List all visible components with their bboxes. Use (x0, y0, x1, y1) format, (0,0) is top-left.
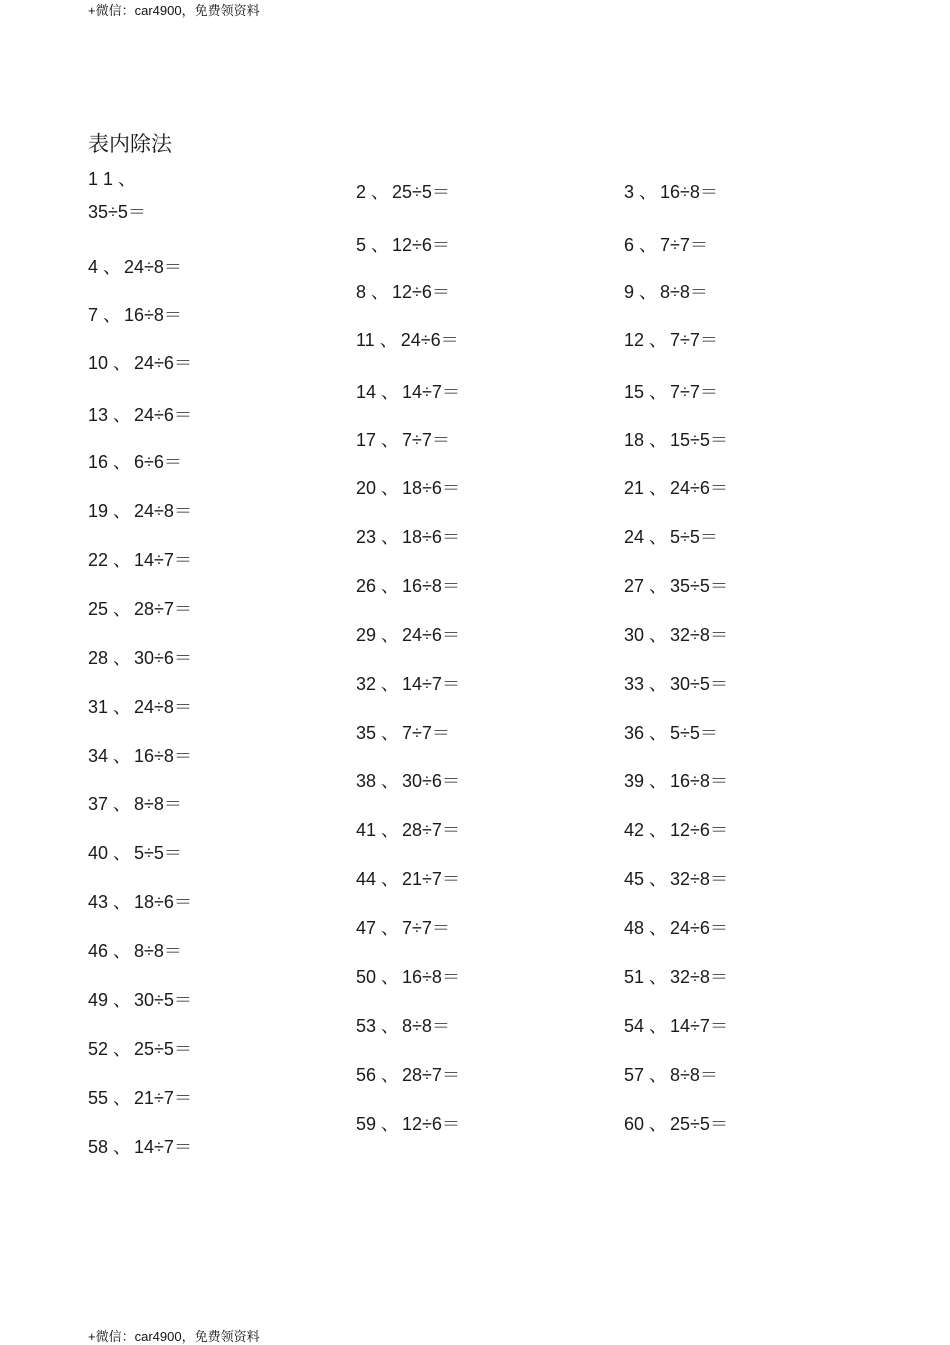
problem-54 (624, 1014, 728, 1038)
problem-number: 41 (356, 820, 377, 840)
problem-12 (624, 328, 718, 352)
problem-separator: 、 (381, 771, 400, 791)
problem-7 (88, 303, 182, 327)
problem-expression: 14÷7＝ (402, 382, 460, 402)
problem-29 (356, 623, 460, 647)
problem-separator: 、 (113, 353, 132, 373)
problem-expression: 15÷5＝ (670, 430, 728, 450)
problem-separator: 、 (649, 625, 668, 645)
problem-52 (88, 1037, 192, 1061)
problem-number: 16 (88, 452, 109, 472)
problem-expression: 28÷7＝ (134, 599, 192, 619)
problem-expression: 30÷5＝ (670, 674, 728, 694)
problem-separator: 、 (649, 330, 668, 350)
problem-20 (356, 476, 460, 500)
problem-5 (356, 233, 450, 257)
problem-expression: 24÷6＝ (134, 405, 192, 425)
problem-expression: 24÷6＝ (670, 478, 728, 498)
problem-15 (624, 380, 718, 404)
problem-number: 42 (624, 820, 645, 840)
problem-39 (624, 769, 728, 793)
problem-35 (356, 721, 450, 745)
problem-number: 40 (88, 843, 109, 863)
problem-expression: 18÷6＝ (134, 892, 192, 912)
problem-separator: 、 (649, 576, 668, 596)
problem-28 (88, 646, 192, 670)
problem-14 (356, 380, 460, 404)
problem-number: 48 (624, 918, 645, 938)
problem-expression: 12÷6＝ (670, 820, 728, 840)
problem-expression: 32÷8＝ (670, 625, 728, 645)
problem-expression: 24÷6＝ (134, 353, 192, 373)
problem-expression: 8÷8＝ (134, 794, 182, 814)
problem-separator: 、 (649, 723, 668, 743)
problem-24 (624, 525, 718, 549)
problem-expression: 32÷8＝ (670, 967, 728, 987)
problem-number: 57 (624, 1065, 645, 1085)
problem-separator: 、 (113, 501, 132, 521)
problem-expression: 25÷5＝ (670, 1114, 728, 1134)
problem-3 (624, 180, 718, 204)
problem-number: 45 (624, 869, 645, 889)
problem-number: 58 (88, 1137, 109, 1157)
problem-expression: 12÷6＝ (392, 282, 450, 302)
problem-separator: 、 (113, 990, 132, 1010)
problem-number: 49 (88, 990, 109, 1010)
problem-separator: 、 (113, 794, 132, 814)
problem-number: 34 (88, 746, 109, 766)
problem-number: 6 (624, 235, 635, 255)
problem-separator: 、 (381, 1114, 400, 1134)
problem-18 (624, 428, 728, 452)
problem-expression: 8÷8＝ (660, 282, 708, 302)
problem-1-label: 1 1 、 (88, 169, 137, 189)
problem-23 (356, 525, 460, 549)
problem-expression: 30÷6＝ (134, 648, 192, 668)
problem-4 (88, 255, 182, 279)
problem-separator: 、 (113, 405, 132, 425)
problem-number: 4 (88, 257, 99, 277)
watermark-bottom: +微信：car4900，免费领资料 (88, 1329, 260, 1344)
problem-number: 2 (356, 182, 367, 202)
problem-number: 22 (88, 550, 109, 570)
problem-30 (624, 623, 728, 647)
problem-expression: 25÷5＝ (134, 1039, 192, 1059)
problem-number: 55 (88, 1088, 109, 1108)
problem-separator: 、 (381, 527, 400, 547)
problem-separator: 、 (649, 527, 668, 547)
problem-49 (88, 988, 192, 1012)
problem-separator: 、 (649, 918, 668, 938)
problem-separator: 、 (649, 430, 668, 450)
problem-separator: 、 (381, 918, 400, 938)
problem-expression: 14÷7＝ (670, 1016, 728, 1036)
problem-separator: 、 (649, 1016, 668, 1036)
problem-separator: 、 (381, 576, 400, 596)
problem-separator: 、 (381, 1065, 400, 1085)
problem-48 (624, 916, 728, 940)
problem-37 (88, 792, 182, 816)
problem-expression: 24÷6＝ (402, 625, 460, 645)
problem-number: 26 (356, 576, 377, 596)
problem-expression: 16÷8＝ (660, 182, 718, 202)
problem-separator: 、 (381, 674, 400, 694)
problem-separator: 、 (113, 550, 132, 570)
problem-57 (624, 1063, 718, 1087)
problem-separator: 、 (381, 723, 400, 743)
problem-number: 60 (624, 1114, 645, 1134)
problem-separator: 、 (649, 478, 668, 498)
problem-separator: 、 (379, 330, 398, 350)
problem-separator: 、 (639, 182, 658, 202)
problem-number: 28 (88, 648, 109, 668)
problem-17 (356, 428, 450, 452)
problem-separator: 、 (113, 697, 132, 717)
problem-expression: 21÷7＝ (134, 1088, 192, 1108)
problem-number: 51 (624, 967, 645, 987)
problem-separator: 、 (381, 478, 400, 498)
problem-separator: 、 (371, 182, 390, 202)
problem-number: 38 (356, 771, 377, 791)
problem-expression: 16÷8＝ (134, 746, 192, 766)
problem-expression: 28÷7＝ (402, 1065, 460, 1085)
problem-number: 37 (88, 794, 109, 814)
problem-number: 53 (356, 1016, 377, 1036)
problem-separator: 、 (381, 820, 400, 840)
problem-44 (356, 867, 460, 891)
problem-separator: 、 (113, 648, 132, 668)
problem-expression: 18÷6＝ (402, 478, 460, 498)
problem-separator: 、 (639, 235, 658, 255)
problem-27 (624, 574, 728, 598)
problem-separator: 、 (113, 746, 132, 766)
problem-13 (88, 403, 192, 427)
problem-expression: 24÷6＝ (400, 330, 459, 350)
problem-expression: 8÷8＝ (670, 1065, 718, 1085)
problem-expression: 35÷5＝ (670, 576, 728, 596)
problem-33 (624, 672, 728, 696)
problem-number: 15 (624, 382, 645, 402)
problem-separator: 、 (113, 1088, 132, 1108)
problem-separator: 、 (113, 452, 132, 472)
problem-25 (88, 597, 192, 621)
problem-separator: 、 (113, 599, 132, 619)
problem-expression: 5÷5＝ (670, 723, 718, 743)
problem-separator: 、 (381, 967, 400, 987)
problem-separator: 、 (649, 967, 668, 987)
problem-45 (624, 867, 728, 891)
problem-number: 27 (624, 576, 645, 596)
problem-47 (356, 916, 450, 940)
problem-expression: 24÷8＝ (134, 501, 192, 521)
problem-number: 47 (356, 918, 377, 938)
problem-11 (356, 328, 459, 352)
page-title: 表内除法 (88, 132, 172, 156)
problem-separator: 、 (113, 1137, 132, 1157)
problem-number: 52 (88, 1039, 109, 1059)
problem-number: 39 (624, 771, 645, 791)
problem-number: 19 (88, 501, 109, 521)
problem-58 (88, 1135, 192, 1159)
problem-43 (88, 890, 192, 914)
problem-separator: 、 (113, 843, 132, 863)
problem-expression: 7÷7＝ (402, 918, 450, 938)
problem-expression: 7÷7＝ (670, 382, 718, 402)
problem-2 (356, 180, 450, 204)
problem-number: 11 (356, 330, 375, 350)
problem-separator: 、 (381, 625, 400, 645)
problem-42 (624, 818, 728, 842)
problem-46 (88, 939, 182, 963)
problem-expression: 14÷7＝ (134, 550, 192, 570)
problem-41 (356, 818, 460, 842)
problem-expression: 24÷8＝ (124, 257, 182, 277)
problem-32 (356, 672, 460, 696)
problem-expression: 24÷8＝ (134, 697, 192, 717)
problem-expression: 30÷5＝ (134, 990, 192, 1010)
problem-34 (88, 744, 192, 768)
problem-number: 30 (624, 625, 645, 645)
problem-expression: 8÷8＝ (134, 941, 182, 961)
problem-number: 23 (356, 527, 377, 547)
problem-number: 25 (88, 599, 109, 619)
problem-22 (88, 548, 192, 572)
problem-expression: 16÷8＝ (402, 576, 460, 596)
problem-number: 17 (356, 430, 377, 450)
problem-separator: 、 (381, 430, 400, 450)
problem-40 (88, 841, 182, 865)
problem-number: 36 (624, 723, 645, 743)
problem-8 (356, 280, 450, 304)
problem-number: 44 (356, 869, 377, 889)
problem-number: 59 (356, 1114, 377, 1134)
problem-number: 5 (356, 235, 367, 255)
problem-number: 3 (624, 182, 635, 202)
problem-number: 13 (88, 405, 109, 425)
problem-expression: 30÷6＝ (402, 771, 460, 791)
problem-expression: 28÷7＝ (402, 820, 460, 840)
watermark-top: +微信：car4900，免费领资料 (88, 3, 260, 18)
problem-separator: 、 (113, 941, 132, 961)
problem-separator: 、 (371, 235, 390, 255)
problem-expression: 25÷5＝ (392, 182, 450, 202)
problem-number: 33 (624, 674, 645, 694)
problem-separator: 、 (649, 820, 668, 840)
problem-separator: 、 (381, 869, 400, 889)
problem-expression: 7÷7＝ (660, 235, 708, 255)
problem-31 (88, 695, 192, 719)
problem-expression: 6÷6＝ (134, 452, 182, 472)
problem-number: 7 (88, 305, 99, 325)
problem-separator: 、 (649, 382, 668, 402)
problem-10 (88, 351, 192, 375)
problem-51 (624, 965, 728, 989)
problem-expression: 16÷8＝ (124, 305, 182, 325)
problem-60 (624, 1112, 728, 1136)
problem-separator: 、 (371, 282, 390, 302)
problem-expression: 12÷6＝ (392, 235, 450, 255)
problem-6 (624, 233, 708, 257)
problem-number: 8 (356, 282, 367, 302)
problem-separator: 、 (649, 869, 668, 889)
problem-expression: 7÷7＝ (402, 430, 450, 450)
problem-expression: 12÷6＝ (402, 1114, 460, 1134)
problem-separator: 、 (649, 674, 668, 694)
problem-expression: 8÷8＝ (402, 1016, 450, 1036)
problem-expression: 5÷5＝ (670, 527, 718, 547)
problem-expression: 16÷8＝ (670, 771, 728, 791)
problem-separator: 、 (381, 1016, 400, 1036)
problem-expression: 7÷7＝ (670, 330, 718, 350)
problem-expression: 21÷7＝ (402, 869, 460, 889)
problem-number: 56 (356, 1065, 377, 1085)
problem-separator: 、 (103, 305, 122, 325)
problem-number: 14 (356, 382, 377, 402)
problem-1-expression: 35÷5＝ (88, 202, 146, 222)
problem-expression: 7÷7＝ (402, 723, 450, 743)
problem-expression: 32÷8＝ (670, 869, 728, 889)
problem-16 (88, 450, 182, 474)
problem-55 (88, 1086, 192, 1110)
problem-59 (356, 1112, 460, 1136)
problem-38 (356, 769, 460, 793)
problem-number: 10 (88, 353, 109, 373)
problem-separator: 、 (649, 771, 668, 791)
problem-expression: 5÷5＝ (134, 843, 182, 863)
problem-separator: 、 (103, 257, 122, 277)
problem-21 (624, 476, 728, 500)
problem-number: 35 (356, 723, 377, 743)
problem-number: 12 (624, 330, 645, 350)
problem-separator: 、 (381, 382, 400, 402)
problem-number: 31 (88, 697, 109, 717)
problem-number: 32 (356, 674, 377, 694)
problem-53 (356, 1014, 450, 1038)
problem-number: 9 (624, 282, 635, 302)
problem-expression: 18÷6＝ (402, 527, 460, 547)
problem-number: 21 (624, 478, 645, 498)
problem-number: 54 (624, 1016, 645, 1036)
problem-number: 20 (356, 478, 377, 498)
problem-56 (356, 1063, 460, 1087)
problem-50 (356, 965, 460, 989)
problem-36 (624, 721, 718, 745)
problem-expression: 24÷6＝ (670, 918, 728, 938)
problem-separator: 、 (639, 282, 658, 302)
problem-separator: 、 (113, 1039, 132, 1059)
problem-number: 24 (624, 527, 645, 547)
problem-separator: 、 (113, 892, 132, 912)
problem-separator: 、 (649, 1114, 668, 1134)
problem-number: 46 (88, 941, 109, 961)
problem-26 (356, 574, 460, 598)
problem-expression: 14÷7＝ (402, 674, 460, 694)
problem-number: 50 (356, 967, 377, 987)
problem-19 (88, 499, 192, 523)
problem-expression: 16÷8＝ (402, 967, 460, 987)
problem-separator: 、 (649, 1065, 668, 1085)
problem-number: 18 (624, 430, 645, 450)
problem-number: 29 (356, 625, 377, 645)
problem-number: 43 (88, 892, 109, 912)
problem-9 (624, 280, 708, 304)
problem-expression: 14÷7＝ (134, 1137, 192, 1157)
